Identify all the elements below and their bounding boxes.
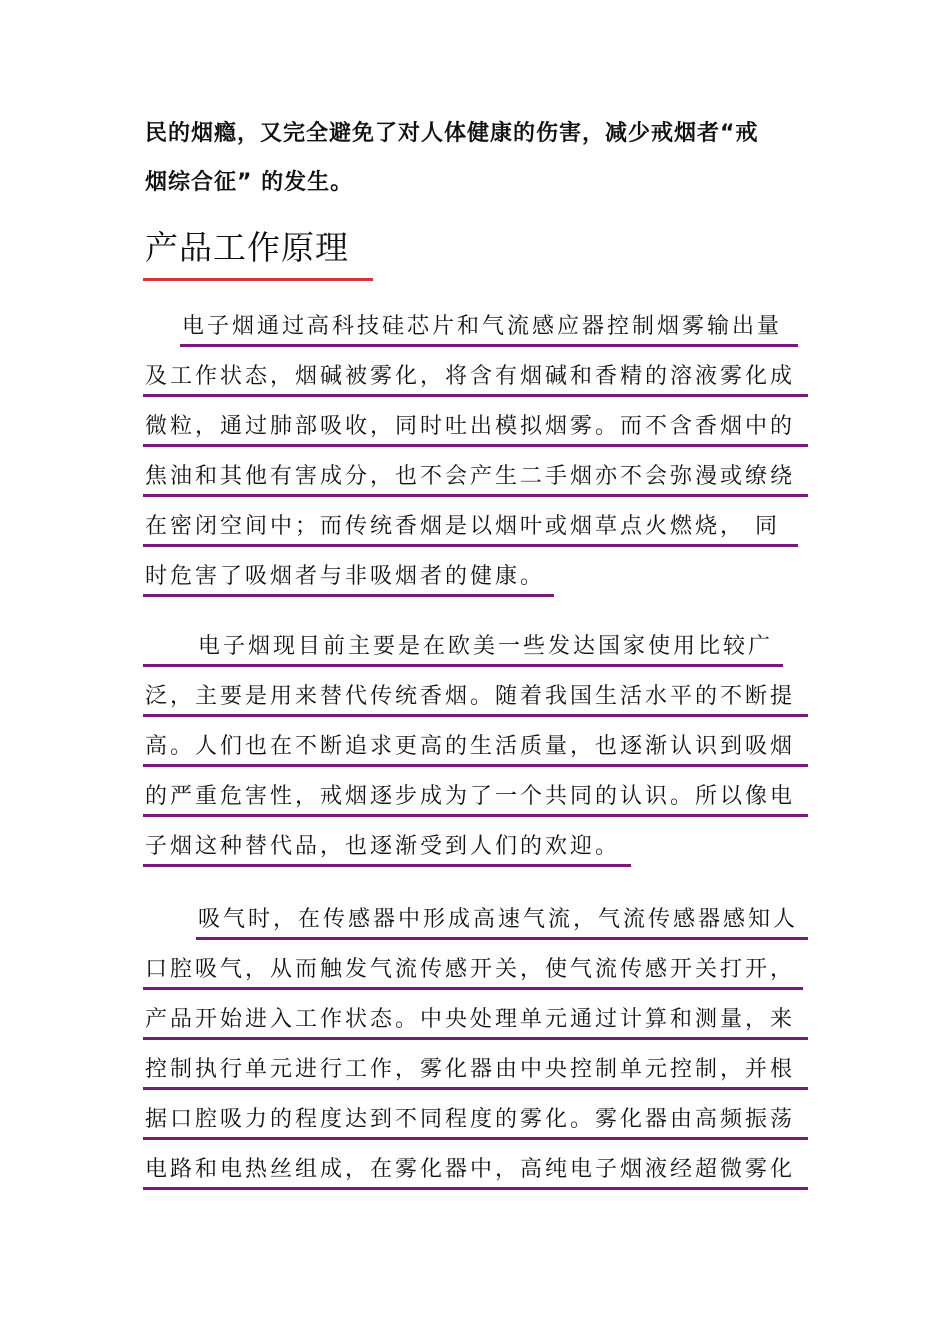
- paragraph-3-line-3: 产品开始进入工作状态。中央处理单元通过计算和测量，来: [145, 1007, 796, 1032]
- paragraph-1-line-1: 电子烟通过高科技硅芯片和气流感应器控制烟雾输出量: [182, 314, 783, 339]
- paragraph-3-underline-2: [143, 987, 803, 990]
- paragraph-3-underline-5: [143, 1137, 808, 1140]
- paragraph-2-line-2: 泛，主要是用来替代传统香烟。随着我国生活水平的不断提: [145, 684, 796, 709]
- paragraph-1-line-3: 微粒，通过肺部吸收，同时吐出模拟烟雾。而不含香烟中的: [145, 414, 796, 439]
- paragraph-1-line-4: 焦油和其他有害成分，也不会产生二手烟亦不会弥漫或缭绕: [145, 464, 796, 489]
- paragraph-3-underline-4: [143, 1087, 808, 1090]
- paragraph-1-underline-5: [143, 544, 798, 547]
- paragraph-2-underline-4: [143, 814, 808, 817]
- paragraph-2-line-5: 子烟这种替代品，也逐渐受到人们的欢迎。: [145, 834, 621, 859]
- paragraph-2-line-1: 电子烟现目前主要是在欧美一些发达国家使用比较广: [198, 634, 774, 659]
- paragraph-2-underline-1: [143, 664, 783, 667]
- paragraph-3-underline-6: [143, 1187, 808, 1190]
- intro-line-2: 烟综合征” 的发生。: [145, 170, 354, 195]
- paragraph-2-underline-2: [143, 714, 808, 717]
- paragraph-3-line-6: 电路和电热丝组成，在雾化器中，高纯电子烟液经超微雾化: [145, 1157, 796, 1182]
- intro-line-1: 民的烟瘾，又完全避免了对人体健康的伤害，减少戒烟者“戒: [145, 121, 759, 146]
- paragraph-3-line-2: 口腔吸气，从而触发气流传感开关，使气流传感开关打开，: [145, 957, 796, 982]
- paragraph-3-underline-1: [196, 937, 808, 940]
- paragraph-1-underline-1: [180, 344, 798, 347]
- paragraph-1-line-6: 时危害了吸烟者与非吸烟者的健康。: [145, 564, 546, 589]
- paragraph-1-line-2: 及工作状态，烟碱被雾化，将含有烟碱和香精的溶液雾化成: [145, 364, 796, 389]
- paragraph-2-underline-5: [143, 864, 631, 867]
- paragraph-3-line-5: 据口腔吸力的程度达到不同程度的雾化。雾化器由高频振荡: [145, 1107, 796, 1132]
- paragraph-3-underline-3: [143, 1037, 808, 1040]
- paragraph-2-underline-3: [143, 764, 808, 767]
- paragraph-2-line-4: 的严重危害性，戒烟逐步成为了一个共同的认识。所以像电: [145, 784, 796, 809]
- paragraph-1-underline-3: [143, 444, 808, 447]
- paragraph-3-line-1: 吸气时，在传感器中形成高速气流，气流传感器感知人: [198, 907, 799, 932]
- paragraph-1-underline-2: [143, 394, 808, 397]
- paragraph-3-line-4: 控制执行单元进行工作，雾化器由中央控制单元控制，并根: [145, 1057, 796, 1082]
- paragraph-1-underline-4: [143, 494, 808, 497]
- paragraph-2-line-3: 高。人们也在不断追求更高的生活质量，也逐渐认识到吸烟: [145, 734, 796, 759]
- heading-underline: [143, 278, 373, 281]
- section-heading: 产品工作原理: [145, 228, 349, 267]
- paragraph-1-line-5: 在密闭空间中；而传统香烟是以烟叶或烟草点火燃烧， 同: [145, 514, 780, 539]
- paragraph-1-underline-6: [143, 594, 554, 597]
